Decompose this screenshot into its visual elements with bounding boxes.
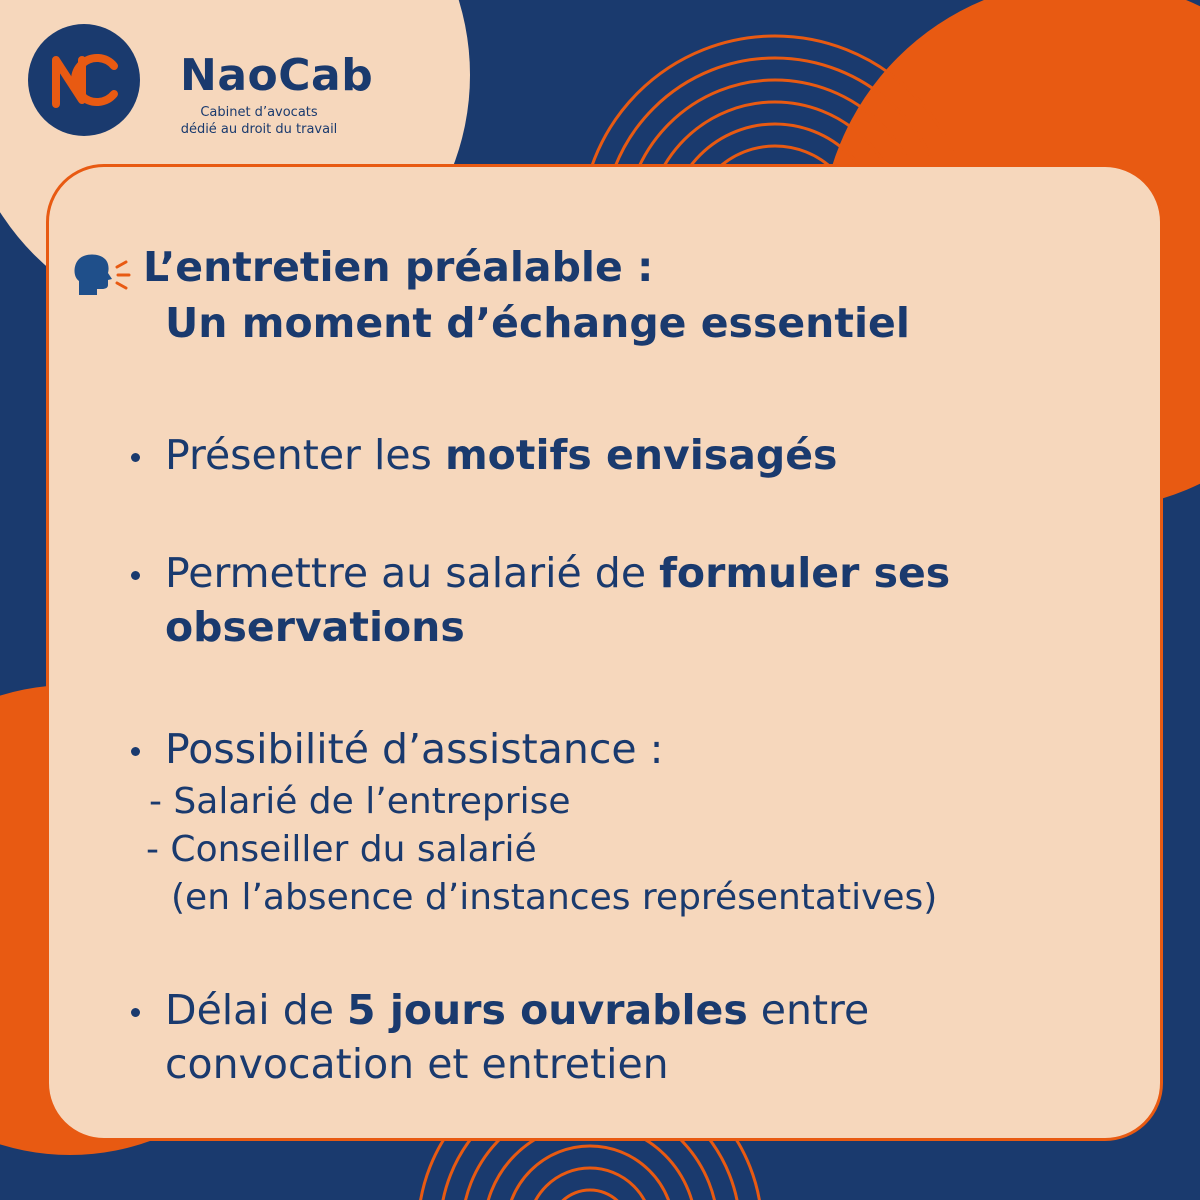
bullet-text-normal: Permettre au salarié de	[165, 549, 660, 597]
bullet-text-normal: Présenter les	[165, 431, 445, 479]
bullet-text-normal: entre	[747, 986, 870, 1034]
bullet-text-continuation: convocation et entretien	[165, 1040, 669, 1088]
bullet-text-continuation	[165, 601, 465, 653]
sub-item-1: - Salarié de l’entreprise	[149, 781, 571, 822]
nc-logo-icon	[26, 22, 142, 138]
bullet-list	[49, 167, 1160, 1138]
title-line1: L’entretien préalable :	[143, 243, 654, 291]
brand-tagline-line1: Cabinet d’avocats	[200, 105, 318, 120]
bullet-text	[165, 429, 837, 481]
brand-name: NaoCab	[180, 50, 374, 101]
bullet-text-normal: Délai de	[165, 986, 348, 1034]
title-line2: Un moment d’échange essentiel	[165, 299, 910, 347]
bullet-text	[165, 547, 950, 599]
bullet-dot	[131, 747, 140, 756]
bullet-text-bold: observations	[165, 603, 465, 651]
bullet-text: Possibilité d’assistance :	[165, 725, 664, 773]
brand-tagline-line2: dédié au droit du travail	[180, 122, 338, 137]
bullet-text	[165, 984, 869, 1036]
bullet-dot	[131, 453, 140, 462]
bullet-text-bold: formuler ses	[659, 549, 951, 597]
brand-tagline	[144, 104, 374, 138]
content-card	[46, 164, 1163, 1141]
bullet-dot	[131, 1008, 140, 1017]
sub-item-3: (en l’absence d’instances représentatives)	[171, 877, 938, 918]
sub-item-2: - Conseiller du salarié	[146, 829, 537, 870]
brand-logo	[26, 22, 386, 142]
bullet-dot	[131, 571, 140, 580]
bullet-text-bold: motifs envisagés	[444, 431, 838, 479]
bullet-text-bold: 5 jours ouvrables	[347, 986, 748, 1034]
